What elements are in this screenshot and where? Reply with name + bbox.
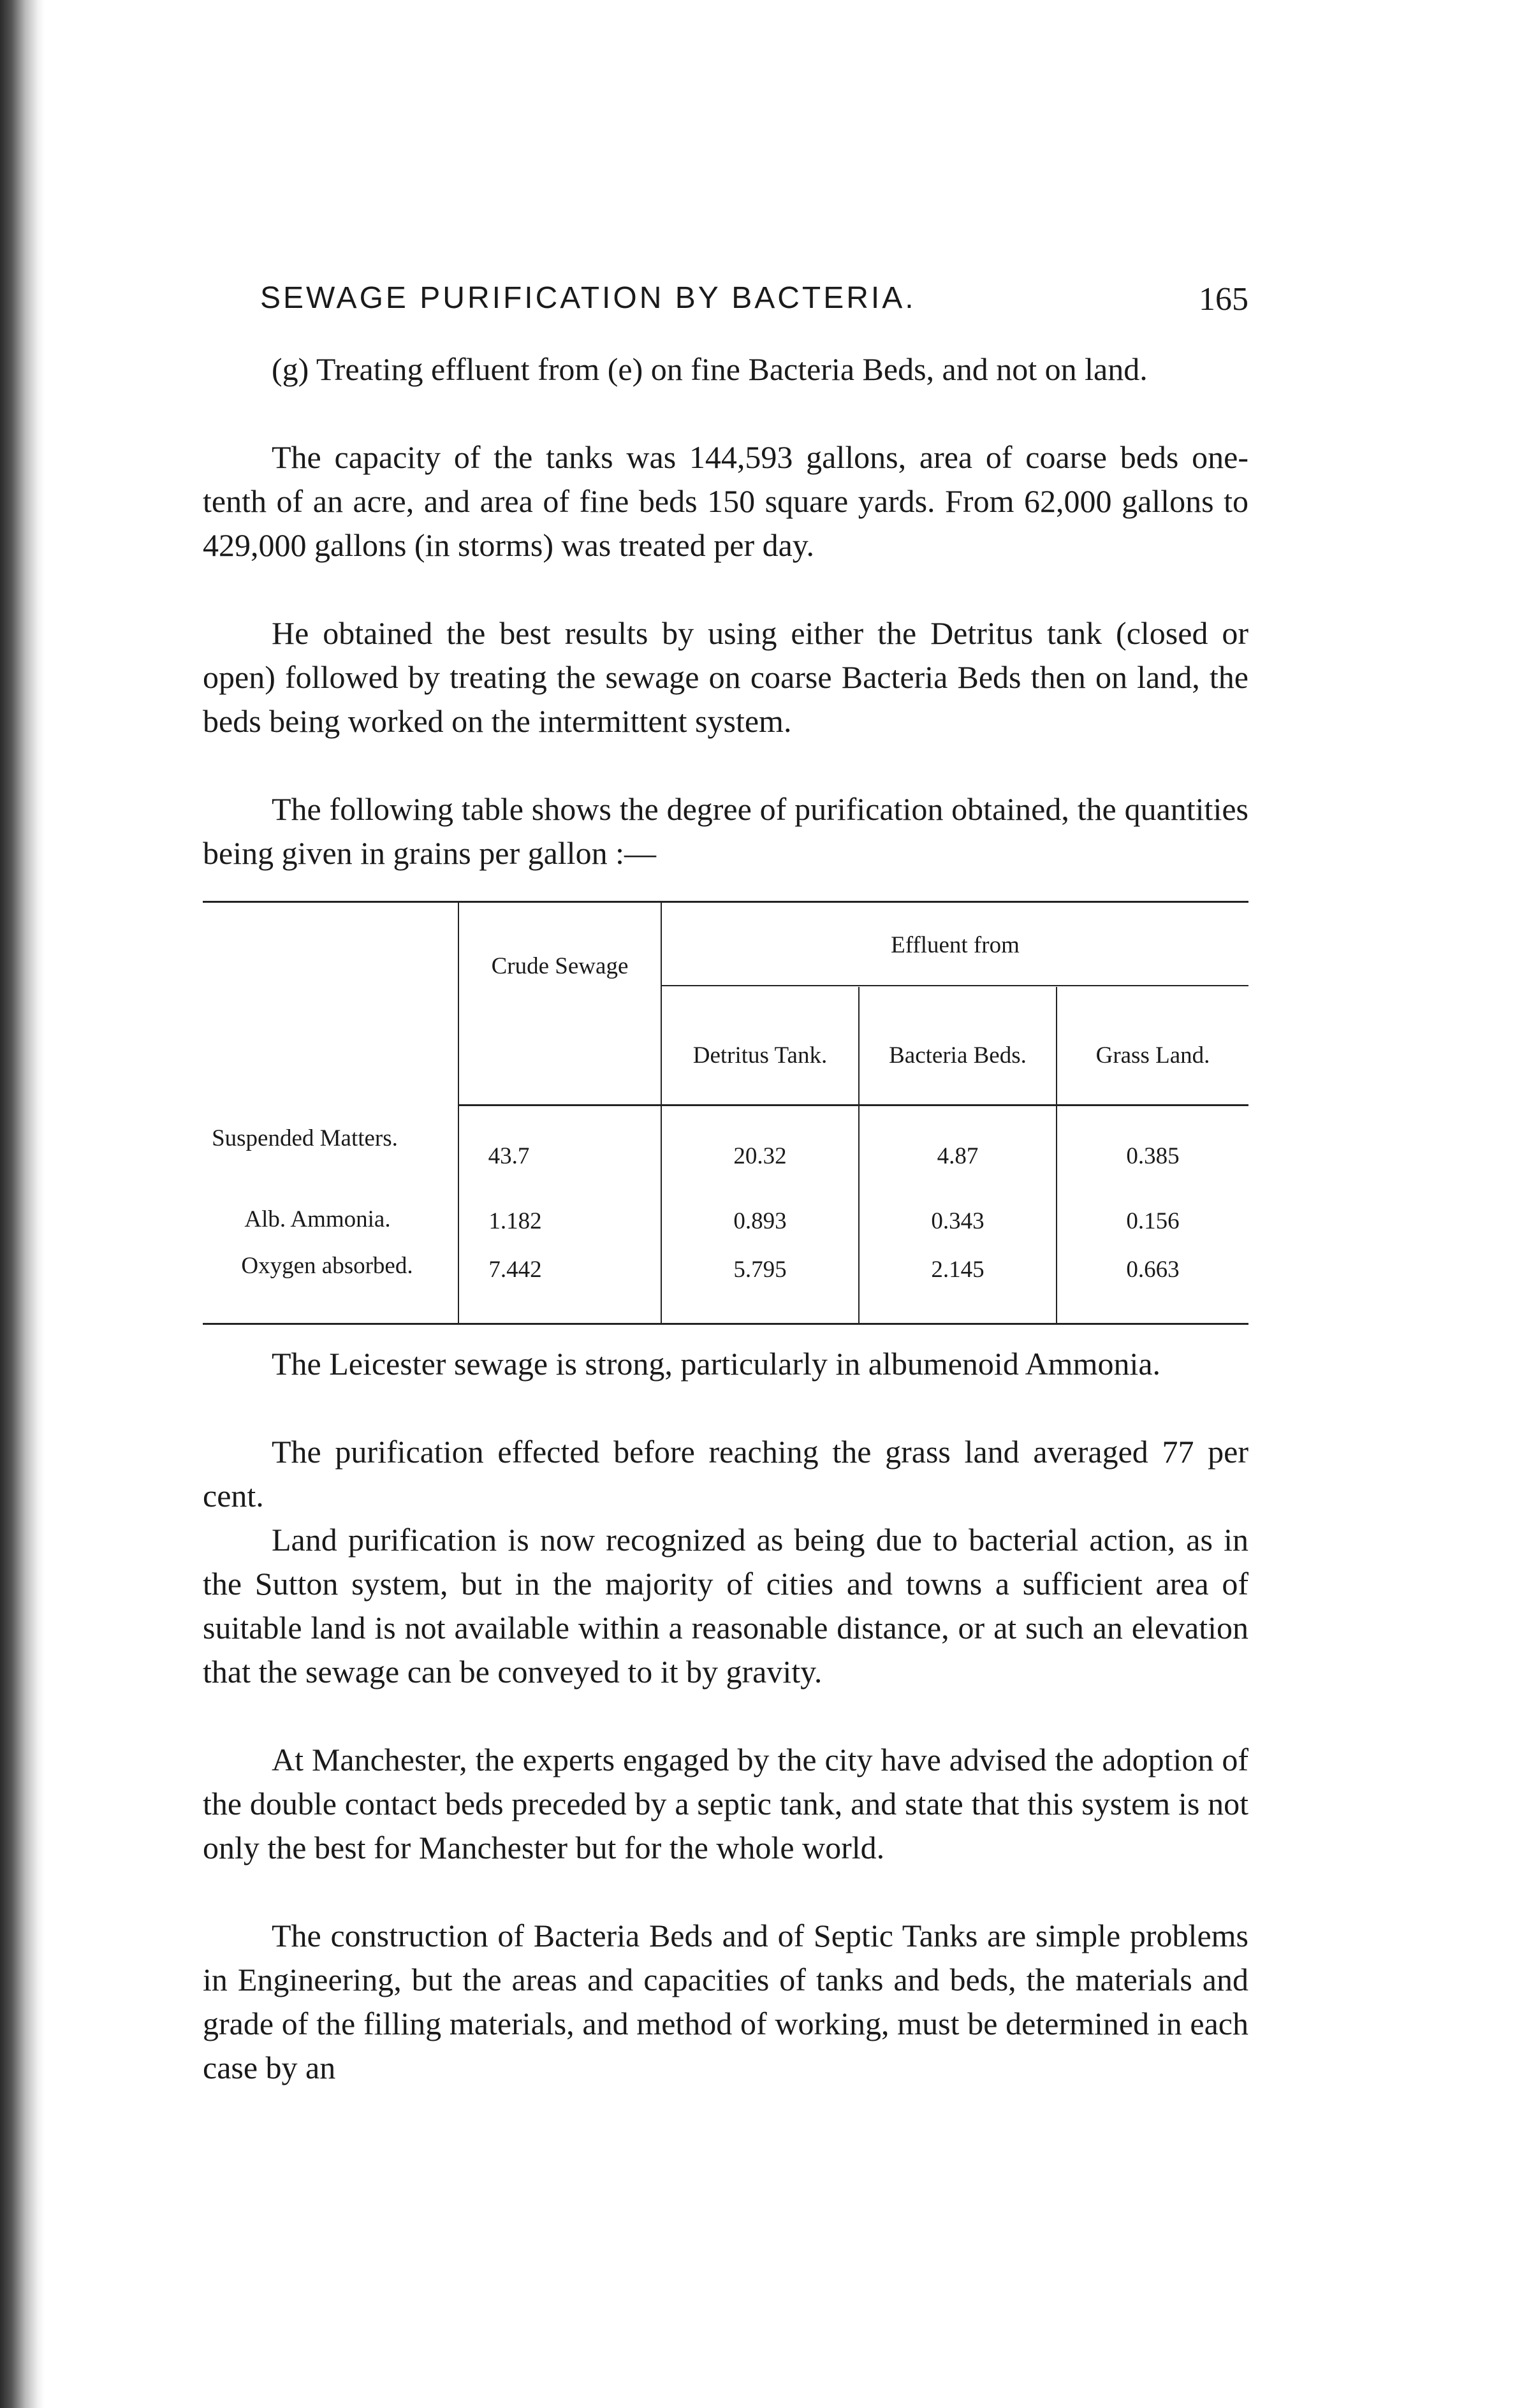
table-cell: 7.442 [488, 1257, 542, 1283]
table-cell: 4.87 [937, 1143, 979, 1169]
running-title: SEWAGE PURIFICATION BY BACTERIA. [260, 281, 916, 315]
header-grass-land: Grass Land. [1095, 1042, 1210, 1069]
header-crude-sewage: Crude Sewage [491, 953, 629, 979]
table-header-rule [458, 1104, 1248, 1106]
table-top-rule [203, 901, 1248, 903]
table-cell: 1.182 [488, 1208, 542, 1234]
header-detritus-tank: Detritus Tank. [692, 1042, 828, 1069]
table-cell: 0.343 [931, 1208, 984, 1234]
table-cell: 43.7 [488, 1143, 530, 1169]
table-cell: 0.385 [1126, 1143, 1180, 1169]
table-cell: 2.145 [931, 1257, 984, 1283]
table-cell: 0.156 [1126, 1208, 1180, 1234]
table-bottom-rule [203, 1323, 1248, 1325]
column-rule [458, 903, 459, 1324]
table-cell: 0.893 [733, 1208, 787, 1234]
book-binding-edge [0, 0, 45, 2408]
paragraph: At Manchester, the experts engaged by the city have advised the adoption of the double contact beds preceded by a septic tank, and state that this system is not only the best for Manchester but for the whole world. [203, 1742, 1248, 1865]
page-number: 165 [1199, 281, 1248, 317]
table-cell: 20.32 [733, 1143, 787, 1169]
paragraph: He obtained the best results by using either the Detritus tank (closed or open) followed by treating the sewage on coarse Bacteria Beds then on land, the beds being worked on the intermittent system. [203, 615, 1248, 739]
paragraph: The capacity of the tanks was 144,593 gallons, area of coarse beds one-tenth of an acre, and area of fine beds 150 square yards. From 62,000 gallons to 429,000 gallons (in storms) was treated per day. [203, 439, 1248, 563]
paragraph: (g) Treating effluent from (e) on fine Bacteria Beds, and not on land. [272, 351, 1148, 387]
row-label: Alb. Ammonia. [244, 1206, 391, 1232]
group-header: Effluent from [891, 932, 1020, 958]
paragraph: Land purification is now recognized as being due to bacterial action, as in the Sutton system, but in the majority of cities and towns a sufficient area of suitable land is not available within a reasonable distance, or at such an elevation that the sewage can be conveyed to it by gravity. [203, 1522, 1248, 1689]
header-bacteria-beds: Bacteria Beds. [889, 1042, 1027, 1069]
table-cell: 5.795 [733, 1257, 787, 1283]
paragraph: The construction of Bacteria Beds and of Septic Tanks are simple problems in Engineering, but the areas and capacities of tanks and beds, the materials and grade of the filling materials, and method of working, must be determined in each case by an [203, 1918, 1248, 2085]
paragraph: The following table shows the degree of purification obtained, the quantities being given in grains per gallon :— [203, 791, 1248, 871]
row-label: Suspended Matters. [212, 1125, 398, 1151]
table-cell: 0.663 [1126, 1257, 1180, 1283]
paragraph: The Leicester sewage is strong, particularly in albumenoid Ammonia. [272, 1346, 1161, 1382]
row-label: Oxygen absorbed. [241, 1253, 413, 1279]
paragraph: The purification effected before reaching the grass land averaged 77 per cent. [203, 1434, 1248, 1514]
group-header-rule [662, 985, 1248, 986]
